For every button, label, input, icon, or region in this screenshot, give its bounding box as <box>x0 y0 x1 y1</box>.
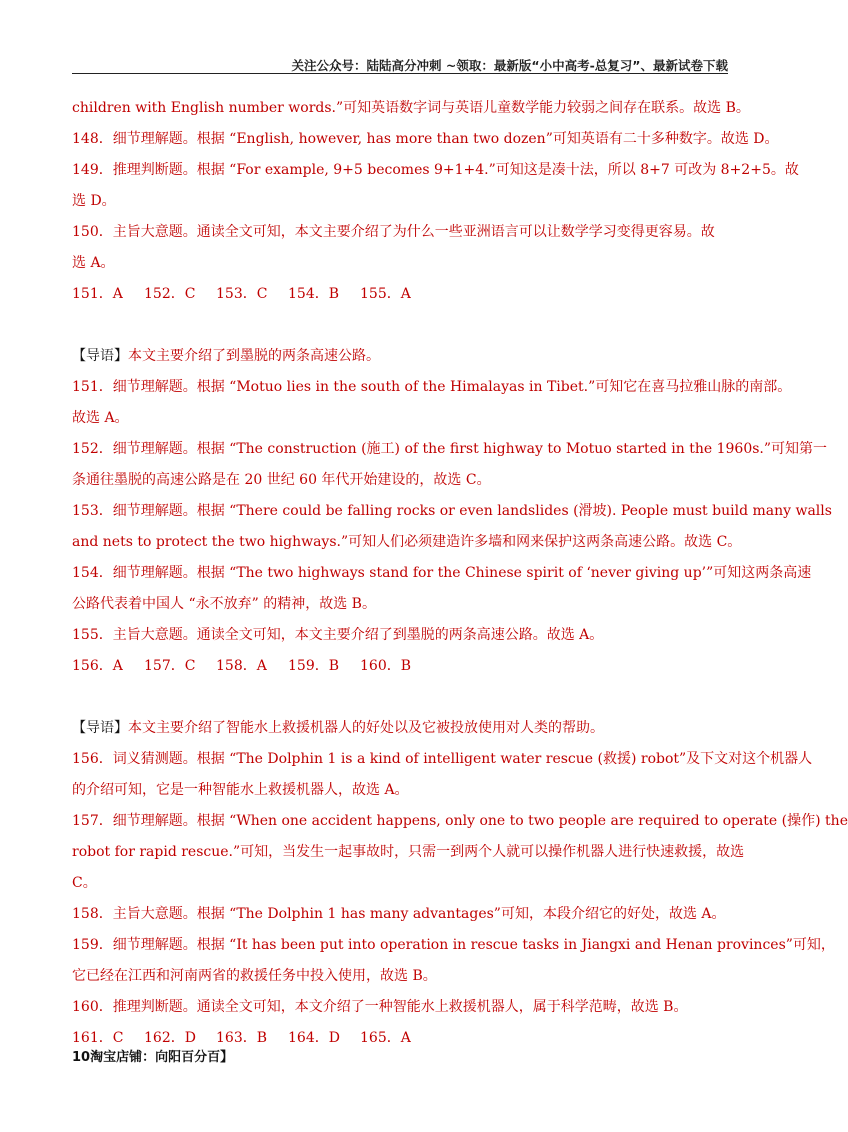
guide-text: 本文主要介绍了到墨脱的两条高速公路。 <box>128 348 380 364</box>
text-line: C。 <box>72 875 97 891</box>
guide-text: 本文主要介绍了智能水上救援机器人的好处以及它被投放使用对人类的帮助。 <box>128 720 604 736</box>
text-line: 公路代表着中国人 “永不放弃” 的精神，故选 B。 <box>72 596 376 612</box>
text-line: 158．主旨大意题。根据 “The Dolphin 1 has many advantages”可知，本段介绍它的好处，故选 A。 <box>72 906 726 922</box>
text-line: 的介绍可知，它是一种智能水上救援机器人，故选 A。 <box>72 782 409 798</box>
answer-item: 151．A <box>72 286 123 302</box>
guide-tag: 【导语】 <box>72 720 128 736</box>
answer-content <box>72 93 848 1054</box>
answer-item: 160．B <box>360 658 412 674</box>
answer-item: 163．B <box>216 1030 268 1046</box>
text-line: 155．主旨大意题。通读全文可知，本文主要介绍了到墨脱的两条高速公路。故选 A。 <box>72 627 604 643</box>
text-line: 故选 A。 <box>72 410 129 426</box>
text-line: 148．细节理解题。根据 “English, however, has more than two dozen”可知英语有二十多种数字。故选 D。 <box>72 131 779 147</box>
page-header: 关注公众号：陆陆高分冲刺 ~领取：最新版“小中高考-总复习”、最新试卷下载 <box>291 58 728 73</box>
text-line: 156．词义猜测题。根据 “The Dolphin 1 is a kind of intelligent water rescue (救援) robot”及下文对这个机器人 <box>72 751 813 767</box>
text-line: 159．细节理解题。根据 “It has been put into operation in rescue tasks in Jiangxi and Henan provinces”可知， <box>72 937 835 953</box>
text-line: 选 A。 <box>72 255 115 271</box>
answer-item: 162．D <box>144 1030 196 1046</box>
section-b <box>72 341 832 682</box>
section-gap <box>72 682 720 713</box>
answer-item: 152．C <box>144 286 196 302</box>
answer-key-row <box>72 279 720 310</box>
answer-item: 155．A <box>360 286 411 302</box>
answer-item: 159．B <box>288 658 340 674</box>
answer-item: 161．C <box>72 1030 124 1046</box>
answer-item: 164．D <box>288 1030 340 1046</box>
answer-key-row <box>72 651 720 682</box>
text-line: 152．细节理解题。根据 “The construction (施工) of the first highway to Motuo started in the 1960s.”可知第一 <box>72 441 828 457</box>
section-a <box>72 93 799 310</box>
section-c <box>72 713 848 1054</box>
answer-item: 153．C <box>216 286 268 302</box>
text-line: and nets to protect the two highways.”可知人们必须建造许多墙和网来保护这两条高速公路。故选 C。 <box>72 534 742 550</box>
section-gap <box>72 310 720 341</box>
answer-item: 154．B <box>288 286 340 302</box>
guide-tag: 【导语】 <box>72 348 128 364</box>
guide-line <box>72 341 720 372</box>
page-footer: 10淘宝店铺：向阳百分百】 <box>72 1050 234 1065</box>
text-line: 154．细节理解题。根据 “The two highways stand for the Chinese spirit of ‘never giving up’”可知这两条高速 <box>72 565 812 581</box>
text-line: 151．细节理解题。根据 “Motuo lies in the south of the Himalayas in Tibet.”可知它在喜马拉雅山脉的南部。 <box>72 379 792 395</box>
text-line: 它已经在江西和河南两省的救援任务中投入使用，故选 B。 <box>72 968 437 984</box>
text-line: 选 D。 <box>72 193 116 209</box>
guide-line <box>72 713 720 744</box>
text-line: 150．主旨大意题。通读全文可知，本文主要介绍了为什么一些亚洲语言可以让数学学习变得更容易。故 <box>72 224 715 240</box>
text-line: children with English number words.”可知英语数字词与英语儿童数学能力较弱之间存在联系。故选 B。 <box>72 100 750 116</box>
text-line: 条通往墨脱的高速公路是在 20 世纪 60 年代开始建设的，故选 C。 <box>72 472 491 488</box>
answer-item: 165．A <box>360 1030 411 1046</box>
text-line: robot for rapid rescue.”可知，当发生一起事故时，只需一到两个人就可以操作机器人进行快速救援，故选 <box>72 844 745 860</box>
text-line: 149．推理判断题。根据 “For example, 9+5 becomes 9+1+4.”可知这是凑十法，所以 8+7 可改为 8+2+5。故 <box>72 162 799 178</box>
answer-item: 157．C <box>144 658 196 674</box>
text-line: 157．细节理解题。根据 “When one accident happens, only one to two people are required to operate (操作) the <box>72 813 848 829</box>
answer-item: 156．A <box>72 658 123 674</box>
text-line: 153．细节理解题。根据 “There could be falling rocks or even landslides (滑坡). People must build many walls <box>72 503 832 519</box>
text-line: 160．推理判断题。通读全文可知，本文介绍了一种智能水上救援机器人，属于科学范畴，故选 B。 <box>72 999 688 1015</box>
header-divider <box>72 73 728 74</box>
answer-item: 158．A <box>216 658 267 674</box>
